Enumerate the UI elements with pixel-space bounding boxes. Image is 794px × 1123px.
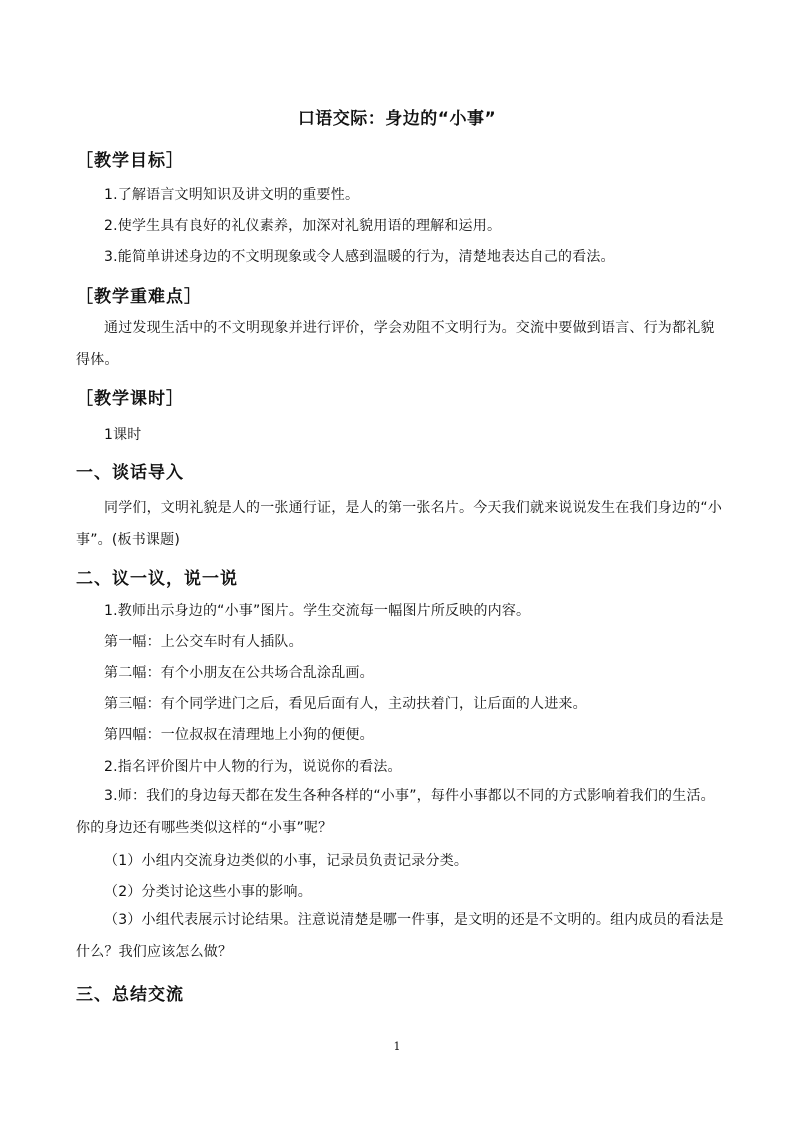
discuss-sub-3: （3）小组代表展示讨论结果。注意说清楚是哪一件事，是文明的还是不文明的。组内成员的看法是什么？我们应该怎么做？	[76, 912, 724, 960]
intro-text: 同学们，文明礼貌是人的一张通行证，是人的第一张名片。今天我们就来说说发生在我们身边的“小事”。(板书课题)	[76, 500, 723, 548]
discuss-item-1: 1.教师出示身边的“小事”图片。学生交流每一幅图片所反映的内容。	[104, 603, 531, 619]
heading-key-difficulties: ［教学重难点］	[76, 287, 202, 307]
page-number: 1	[393, 1040, 401, 1053]
discuss-item-3: 3.师：我们的身边每天都在发生各种各样的“小事”，每件小事都以不同的方式影响着我们的生活。你的身边还有哪些类似这样的“小事”呢？	[76, 788, 715, 836]
document-title: 口语交际：身边的“小事”	[297, 109, 497, 129]
discuss-sub-1: （1）小组内交流身边类似的小事，记录员负责记录分类。	[104, 853, 469, 869]
heading-summary: 三、总结交流	[76, 985, 184, 1005]
discuss-item-2: 2.指名评价图片中人物的行为，说说你的看法。	[104, 759, 402, 775]
heading-discuss: 二、议一议，说一说	[76, 569, 238, 589]
key-difficulties-text: 通过发现生活中的不文明现象并进行评价，学会劝阻不文明行为。交流中要做到语言、行为都礼貌得体。	[76, 320, 715, 368]
picture-4: 第四幅：一位叔叔在清理地上小狗的便便。	[104, 727, 374, 743]
goal-item-1: 1.了解语言文明知识及讲文明的重要性。	[104, 187, 360, 203]
goal-item-2: 2.使学生具有良好的礼仪素养，加深对礼貌用语的理解和运用。	[104, 218, 502, 234]
picture-1: 第一幅：上公交车时有人插队。	[104, 634, 303, 650]
picture-3: 第三幅：有个同学进门之后，看见后面有人，主动扶着门，让后面的人进来。	[104, 696, 587, 712]
heading-intro: 一、谈话导入	[76, 463, 184, 483]
discuss-sub-2: （2）分类讨论这些小事的影响。	[104, 884, 312, 900]
class-hours-text: 1课时	[104, 427, 142, 443]
goal-item-3: 3.能简单讲述身边的不文明现象或令人感到温暖的行为，清楚地表达自己的看法。	[104, 249, 615, 265]
picture-2: 第二幅：有个小朋友在公共场合乱涂乱画。	[104, 665, 374, 681]
heading-class-hours: ［教学课时］	[76, 389, 184, 409]
heading-teaching-goals: ［教学目标］	[76, 151, 184, 171]
